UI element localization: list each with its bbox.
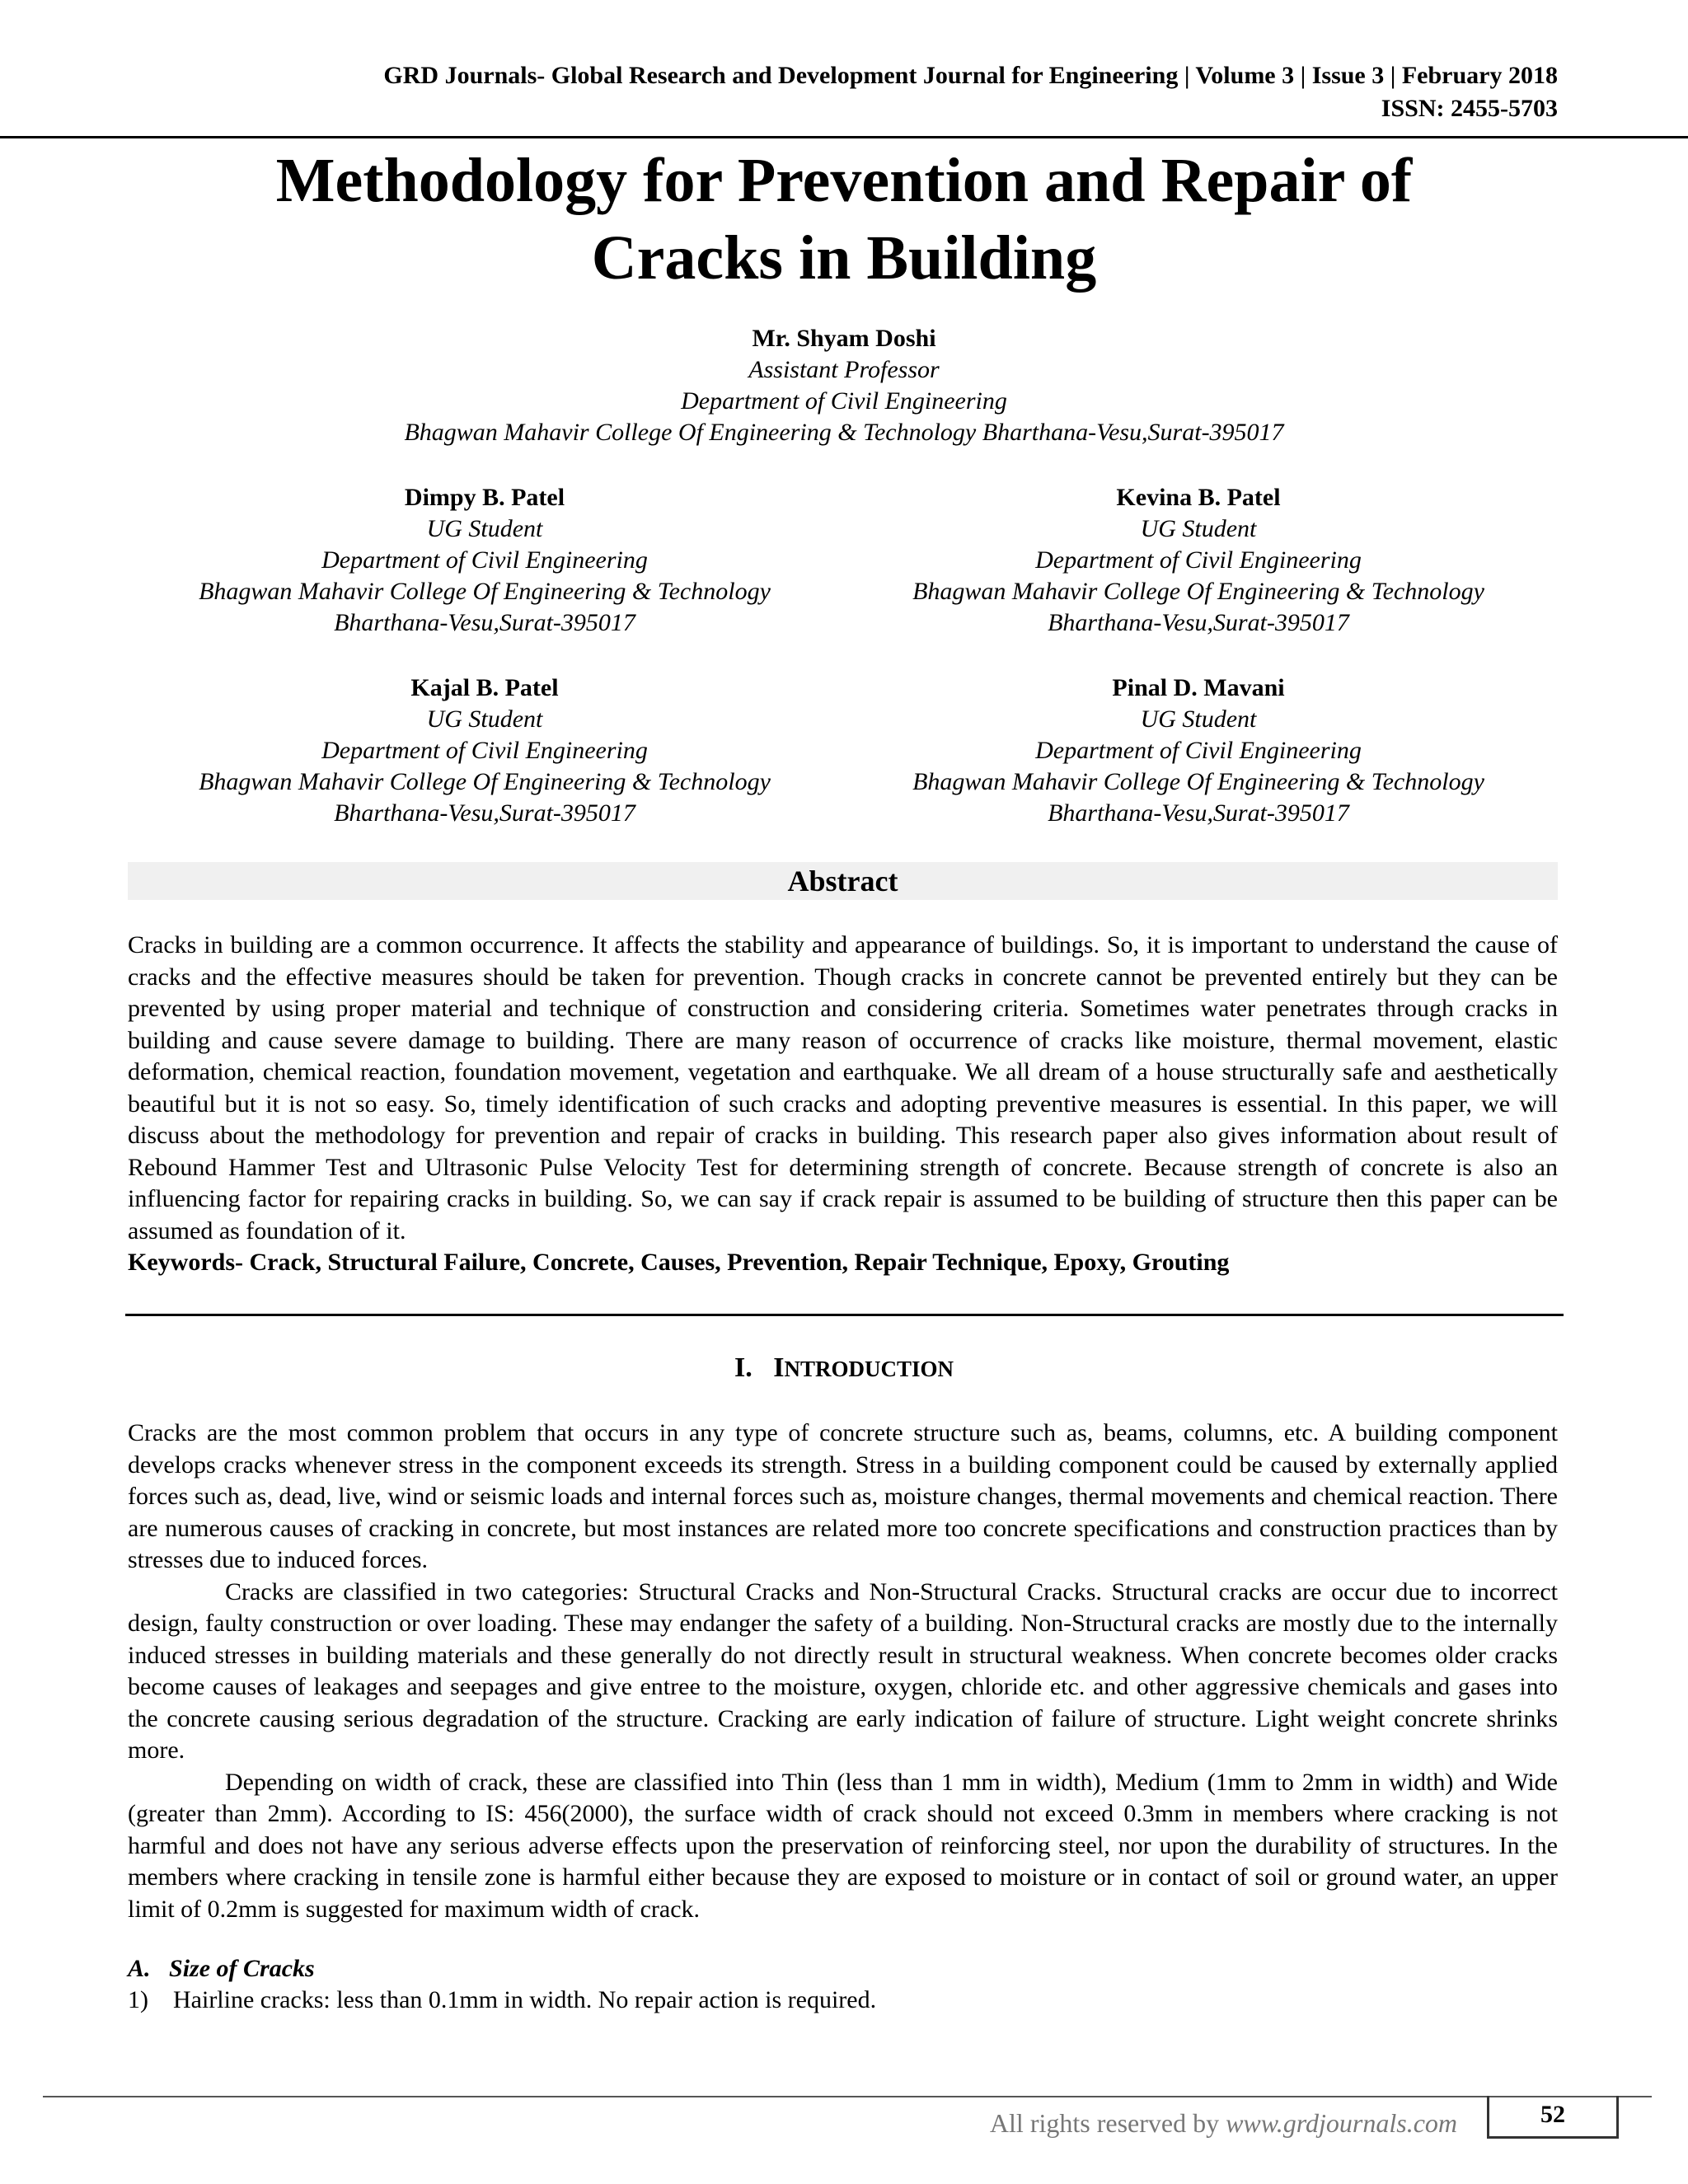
list-item <box>128 1985 876 2016</box>
subsection-title: Size of Cracks <box>169 1955 315 1982</box>
section-divider <box>125 1314 1564 1316</box>
list-item-number: 1) <box>128 1986 148 2013</box>
author-department: Department of Civil Engineering <box>1035 737 1362 764</box>
title-line-1: Methodology for Prevention and Repair of <box>275 146 1413 215</box>
author-role: UG Student <box>426 515 543 542</box>
footer-copyright <box>990 2107 1457 2139</box>
author-block-left-1 <box>155 482 814 639</box>
author-block-right-2 <box>869 673 1528 829</box>
author-block-right-1 <box>869 482 1528 639</box>
abstract-heading: Abstract <box>128 862 1558 900</box>
author-location: Bharthana-Vesu,Surat-395017 <box>1048 799 1349 827</box>
title-line-2: Cracks in Building <box>591 223 1097 293</box>
section-number: I. <box>734 1352 753 1383</box>
author-name: Pinal D. Mavani <box>1112 674 1285 701</box>
author-department: Department of Civil Engineering <box>321 546 648 574</box>
header-divider <box>0 136 1688 138</box>
author-department: Department of Civil Engineering <box>681 387 1007 415</box>
author-block-main <box>0 323 1688 448</box>
author-location: Bharthana-Vesu,Surat-395017 <box>1048 609 1349 636</box>
abstract-section <box>128 930 1558 1279</box>
intro-paragraph-3: Depending on width of crack, these are classified into Thin (less than 1 mm in width), Medium (1mm to 2mm in width) and Wide (greater than 2mm). According to IS: 456(2000), the surface width of crack should not exceed 0.3mm in members where cracking is not harmful and does not have any serious adverse effects upon the preservation of reinforcing steel, nor upon the durability of structures. In the members where cracking in tensile zone is harmful either because they are exposed to moisture or in contact of soil or ground water, an upper limit of 0.2mm is suggested for maximum width of crack. <box>128 1768 1558 1923</box>
list-item-text: Hairline cracks: less than 0.1mm in width. No repair action is required. <box>173 1986 877 2013</box>
author-block-left-2 <box>155 673 814 829</box>
paper-title <box>0 142 1688 297</box>
intro-paragraph-2: Cracks are classified in two categories: Structural Cracks and Non-Structural Cracks. Structural cracks are occur due to incorrect design, faulty construction or over loading. These may endanger the safety of a building. Non-Structural cracks are mostly due to the internally induced stresses in building materials and these generally do not directly result in structural weakness. When concrete becomes older cracks become causes of leakages and seepages and give entree to the moisture, oxygen, chloride etc. and other aggressive chemicals and gases into the concrete causing serious degradation of the structure. Cracking are early indication of failure of structure. Light weight concrete shrinks more. <box>128 1577 1558 1764</box>
section-heading-introduction <box>0 1350 1688 1387</box>
introduction-body <box>128 1418 1558 1925</box>
author-name: Kajal B. Patel <box>410 674 559 701</box>
section-title-rest: NTRODUCTION <box>784 1357 954 1381</box>
journal-line: GRD Journals- Global Research and Development Journal for Engineering | Volume 3 | Issue 3 | February 2018 <box>383 62 1558 89</box>
author-affiliation: Bhagwan Mahavir College Of Engineering & Technology Bharthana-Vesu,Surat-395017 <box>404 419 1284 446</box>
author-name: Kevina B. Patel <box>1116 484 1281 511</box>
issn: ISSN: 2455-5703 <box>1381 95 1558 122</box>
author-college: Bhagwan Mahavir College Of Engineering & Technology <box>199 768 771 795</box>
footer-link[interactable]: www.grdjournals.com <box>1226 2108 1457 2138</box>
author-role: UG Student <box>1140 515 1257 542</box>
author-department: Department of Civil Engineering <box>321 737 648 764</box>
author-location: Bharthana-Vesu,Surat-395017 <box>334 799 635 827</box>
author-college: Bhagwan Mahavir College Of Engineering & Technology <box>912 768 1484 795</box>
author-name: Mr. Shyam Doshi <box>752 325 936 352</box>
author-name: Dimpy B. Patel <box>404 484 565 511</box>
subsection-label: A. <box>128 1955 151 1982</box>
section-title-first: I <box>773 1352 785 1383</box>
author-role: UG Student <box>1140 705 1257 733</box>
intro-paragraph-1: Cracks are the most common problem that occurs in any type of concrete structure such as, beams, columns, etc. A building component develops cracks whenever stress in the component exceeds its strength. Stress in a building component could be caused by externally applied forces such as, dead, live, wind or seismic loads and internal forces such as, moisture changes, thermal movements and chemical reaction. There are numerous causes of cracking in concrete, but most instances are related more too concrete specifications and construction practices than by stresses due to induced forces. <box>128 1419 1558 1573</box>
author-college: Bhagwan Mahavir College Of Engineering & Technology <box>199 578 771 605</box>
abstract-text: Cracks in building are a common occurrence. It affects the stability and appearance of buildings. So, it is important to understand the cause of cracks and the effective measures should be taken for prevention. Though cracks in concrete cannot be prevented entirely but they can be prevented by using proper material and technique of construction and considering criteria. Sometimes water penetrates through cracks in building and cause severe damage to building. There are many reason of occurrence of cracks like moisture, thermal movement, elastic deformation, chemical reaction, foundation movement, vegetation and earthquake. We all dream of a house structurally safe and aesthetically beautiful but it is not so easy. So, timely identification of such cracks and adopting preventive measures is essential. In this paper, we will discuss about the methodology for prevention and repair of cracks in building. This research paper also gives information about result of Rebound Hammer Test and Ultrasonic Pulse Velocity Test for determining strength of concrete. Because strength of concrete is also an influencing factor for repairing cracks in building. So, we can say if crack repair is assumed to be building of structure then this paper can be assumed as foundation of it. <box>128 931 1558 1244</box>
footer-prefix: All rights reserved by <box>989 2108 1226 2138</box>
author-location: Bharthana-Vesu,Surat-395017 <box>334 609 635 636</box>
author-role: Assistant Professor <box>748 356 940 383</box>
subsection-heading <box>128 1953 315 1985</box>
keywords: Keywords- Crack, Structural Failure, Concrete, Causes, Prevention, Repair Technique, Epoxy, Grouting <box>128 1249 1230 1276</box>
footer-divider <box>43 2096 1652 2097</box>
author-department: Department of Civil Engineering <box>1035 546 1362 574</box>
journal-header <box>383 59 1558 125</box>
author-role: UG Student <box>426 705 543 733</box>
page-number: 52 <box>1487 2096 1619 2139</box>
author-college: Bhagwan Mahavir College Of Engineering & Technology <box>912 578 1484 605</box>
